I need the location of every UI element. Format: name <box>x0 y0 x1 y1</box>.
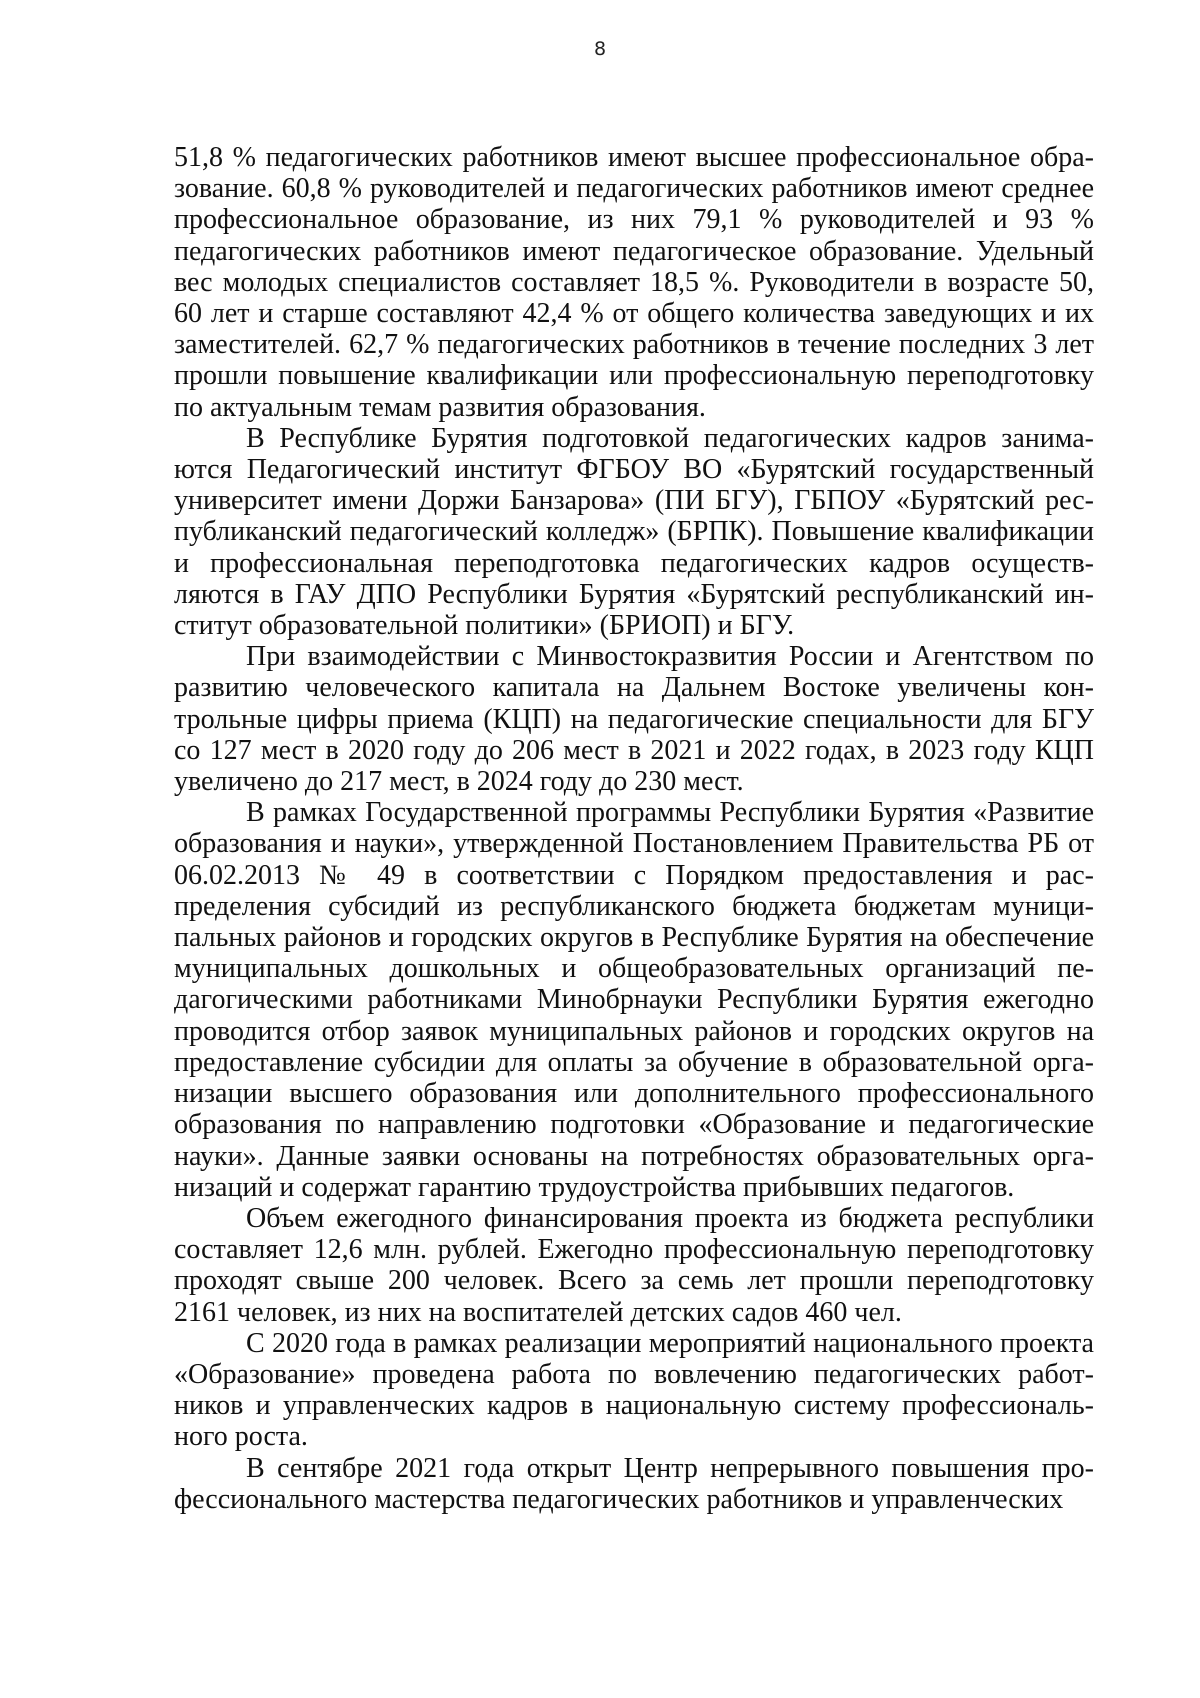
paragraph-training-institutions: В Республике Бурятия подготовкой педагогических кадров занимаются Педагогический институт ФГБОУ ВО «Бурятский государственный университет имени Доржи Банзарова» (ПИ БГУ), ГБПОУ «Бурятский республиканский педагогический колледж» (БРПК). Повышение квалификации и профессиональная переподготовка педагогических кадров осуществляются в ГАУ ДПО Республики Бурятия «Бурятский республиканский институт образовательной политики» (БРИОП) и БГУ. <box>174 422 1094 642</box>
document-body <box>174 142 1094 1515</box>
paragraph-state-program: В рамках Государственной программы Республики Бурятия «Развитие образования и науки», утвержденной Постановлением Правительства РБ от 06.02.2013 № 49 в соответствии с Порядком предоставления и распределения субсидий из республиканского бюджета бюджетам муниципальных районов и городских округов в Республике Бурятия на обеспечение муниципальных дошкольных и общеобразовательных организаций педагогическими работниками Минобрнауки Республики Бурятия ежегодно проводится отбор заявок муниципальных районов и городских округов на предоставление субсидии для оплаты за обучение в образовательной организации высшего образования или дополнительного профессионального образования по направлению подготовки «Образование и педагогические науки». Данные заявки основаны на потребностях образовательных организаций и содержат гарантию трудоустройства прибывших педагогов. <box>174 797 1094 1203</box>
page-number: 8 <box>593 38 607 60</box>
paragraph-national-project: С 2020 года в рамках реализации мероприятий национального проекта «Образование» проведена работа по вовлечению педагогических работников и управленческих кадров в национальную систему профессионального роста. <box>174 1327 1094 1453</box>
paragraph-funding: Объем ежегодного финансирования проекта из бюджета республики составляет 12,6 млн. рублей. Ежегодно профессиональную переподготовку проходят свыше 200 человек. Всего за семь лет прошли переподготовку 2161 человек, из них на воспитателей детских садов 460 чел. <box>174 1202 1094 1328</box>
paragraph-admission-quotas: При взаимодействии с Минвостокразвития России и Агентством по развитию человеческого капитала на Дальнем Востоке увеличены контрольные цифры приема (КЦП) на педагогические специальности для БГУ со 127 мест в 2020 году до 206 мест в 2021 и 2022 годах, в 2023 году КЦП увеличено до 217 мест, в 2024 году до 230 мест. <box>174 641 1094 798</box>
paragraph-qualifications: 51,8 % педагогических работников имеют высшее профессиональное образование. 60,8 % руководителей и педагогических работников имеют среднее профессиональное образование, из них 79,1 % руководителей и 93 % педагогических работников имеют педагогическое образование. Удельный вес молодых специалистов составляет 18,5 %. Руководители в возрасте 50, 60 лет и старше составляют 42,4 % от общего количества заведующих и их заместителей. 62,7 % педагогических работников в течение последних 3 лет прошли повышение квалификации или профессиональную переподготовку по актуальным темам развития образования. <box>174 142 1094 423</box>
paragraph-center-opening: В сентябре 2021 года открыт Центр непрерывного повышения профессионального мастерства педагогических работников и управленческих <box>174 1452 1094 1515</box>
